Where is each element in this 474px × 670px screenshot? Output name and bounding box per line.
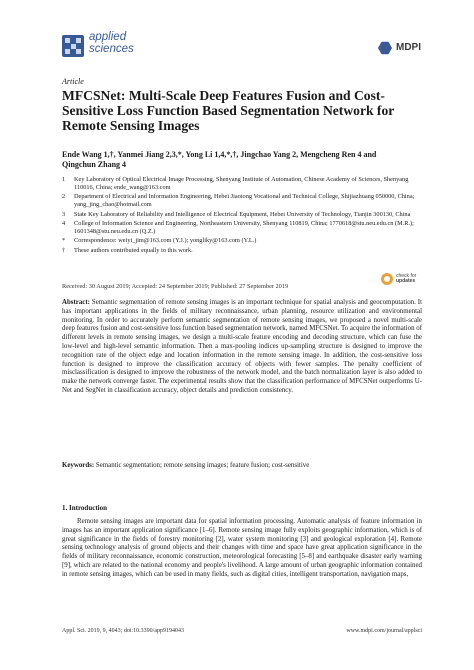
publisher-logo bbox=[378, 40, 427, 56]
section-heading: 1. Introduction bbox=[62, 504, 107, 512]
affiliation-item: 3 State Key Laboratory of Reliability and Intelligence of Electrical Equipment, Hebei University of Technology, Tianjin 300130, China bbox=[62, 210, 411, 218]
footer-journal-link[interactable]: www.mdpi.com/journal/applsci bbox=[346, 628, 422, 634]
dates-text: Received: 30 August 2019; Accepted: 24 September 2019; Published: 27 September 2019 bbox=[62, 283, 289, 290]
introduction-body bbox=[62, 518, 422, 580]
correspondence-note: * Correspondence: weiyi_jim@163.com (Y.J.); yongliky@163.com (Y.L.) bbox=[62, 237, 257, 245]
article-type: Article bbox=[62, 77, 84, 86]
check-for-updates-badge[interactable]: check for updates bbox=[381, 273, 416, 285]
mdpi-hexagon-icon bbox=[378, 41, 392, 55]
journal-name-line1: applied bbox=[89, 31, 127, 43]
footer-citation: Appl. Sci. 2019, 9, 4043; doi:10.3390/app9194043 bbox=[62, 628, 184, 634]
introduction-paragraph: Remote sensing images are important data for spatial information processing. Automatic analysis of feature information in images has an important application significance [1–6]. Remote sensing image fully exploits geographic information, which is of great significance in the fields of forestry monitoring [2], water system monitoring [3] and geological exploration [4]. Remote sensing technology analysis of ground objects and their changes with time and space have great application significance in the fields of military reconnaissance, economic construction, meteorological forecasting [5–8] and earthquake disaster early warning [9], which are related to the national economy and people's livelihood. A large amount of urban geographic information contained in remote sensing images, which can be used in many fields, such as digital cities, intelligent transportation, navigation maps, bbox=[62, 518, 422, 578]
abstract-label: Abstract: bbox=[62, 299, 90, 306]
publication-dates bbox=[62, 283, 422, 290]
keywords bbox=[62, 462, 422, 471]
publisher-name: MDPI bbox=[396, 42, 421, 53]
affiliation-item: 4 College of Information Science and Engineering, Northeastern University, Shenyang 110819, China; 1770618@stu.neu.edu.cn (M.R.); 1601348@stu.neu.edu.cn (Q.Z.) bbox=[62, 220, 414, 236]
author-list: Ende Wang 1,†, Yanmei Jiang 2,3,*, Yong Li 1,4,*,†, Jingchao Yang 2, Mengcheng Ren 4 and Qingchun Zhang 4 bbox=[62, 150, 377, 169]
affiliations bbox=[62, 176, 422, 256]
paper-title: MFCSNet: Multi-Scale Deep Features Fusion and Cost-Sensitive Loss Function Based Segmentation Network for Remote Sensing Images bbox=[62, 88, 395, 134]
abstract bbox=[62, 299, 422, 396]
journal-name-line2: sciences bbox=[89, 43, 134, 55]
keywords-text: Semantic segmentation; remote sensing images; feature fusion; cost-sensitive bbox=[95, 462, 310, 469]
affiliation-item: 1 Key Laboratory of Optical Electrical Image Processing, Shenyang Institute of Automation, Chinese Academy of Sciences, Shenyang 110016, China; ende_wang@163.com bbox=[62, 176, 409, 192]
abstract-text: Semantic segmentation of remote sensing images is an important technique for spatial analysis and geocomputation. It has important applications in the fields of military reconnaissance, urban planning, resource utilization and environmental monitoring. In order to accurately perform semantic segmentation of remote sensing images, we proposed a novel multi-scale deep features fusion and cost-sensitive loss function based segmentation network, named MFCSNet. To acquire the information of different levels in remote sensing images, we design a multi-scale feature encoding and decoding structure, which can fuse the low-level and high-level semantic information. Then a max-pooling indices up-sampling structure is designed to improve the recognition rate of the object edge and location information in the remote sensing image. In addition, the cost-sensitive loss function is designed to improve the classification accuracy of objects with fewer samples. The penalty coefficient of misclassification is designed to improve the robustness of the network model, and the batch normalization layer is also added to make the network converge faster. The experimental results show that the classification performance of MFCSNet outperforms U-Net and SegNet in classification accuracy, object details and prediction consistency. bbox=[62, 299, 422, 394]
journal-name bbox=[89, 31, 134, 55]
equal-contribution-note: † These authors contributed equally to this work. bbox=[62, 246, 193, 254]
journal-logo bbox=[62, 35, 84, 57]
affiliation-item: 2 Department of Electrical and Information Engineering, Hebei Jiaotong Vocational and Technical College, Shijiazhuang 050000, China; yang_jing_chao@hotmail.com bbox=[62, 193, 415, 209]
keywords-label: Keywords: bbox=[62, 462, 95, 469]
